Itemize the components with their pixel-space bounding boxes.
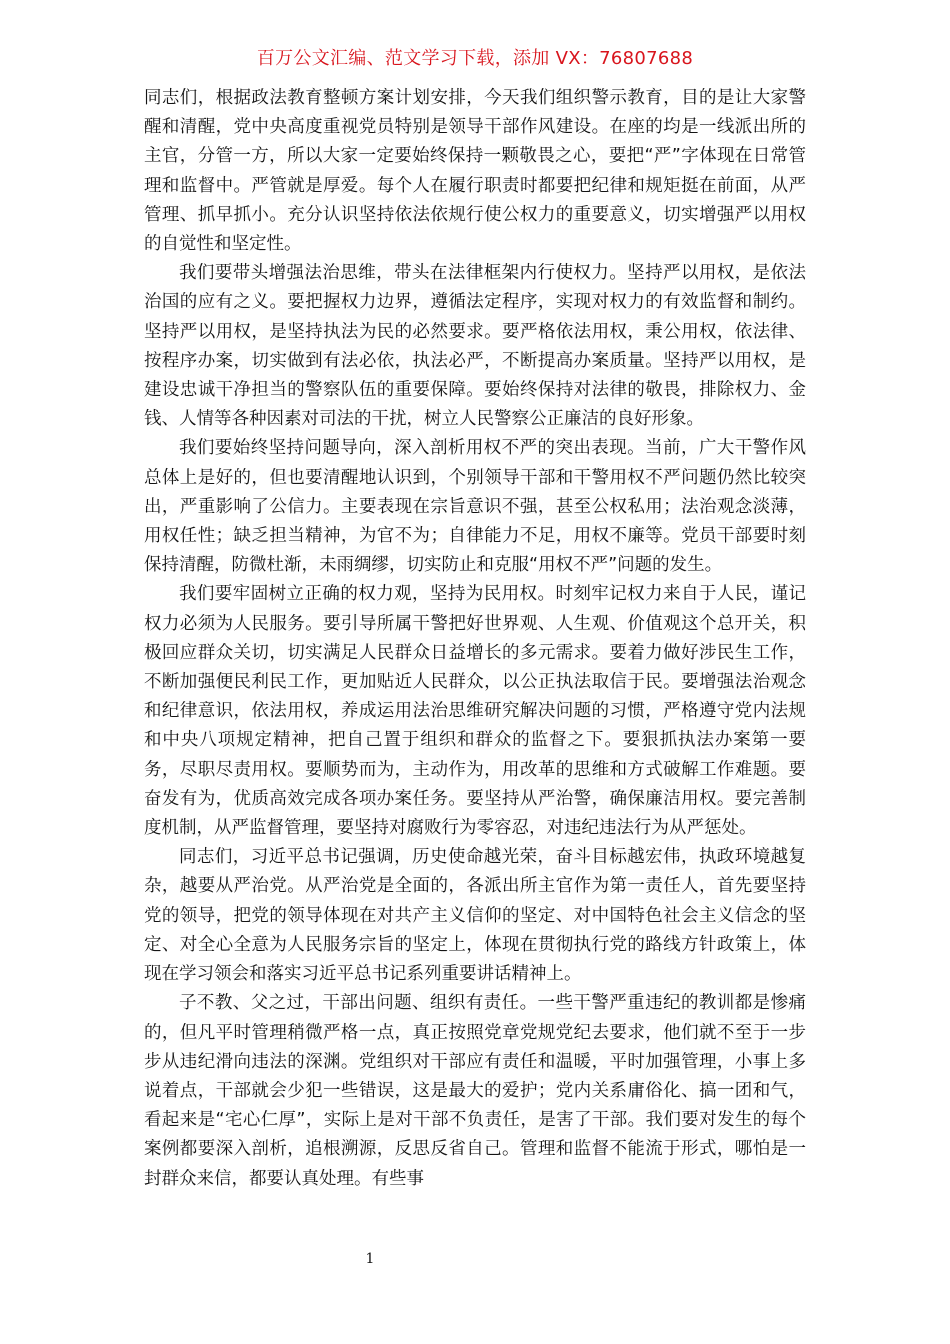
paragraph-1: 同志们，根据政法教育整顿方案计划安排，今天我们组织警示教育，目的是让大家警醒和清醒，党中央高度重视党员特别是领导干部作风建设。在座的均是一线派出所的主官，分管一方，所以大家一定要始终保持一颗敬畏之心，要把“严”字体现在日常管理和监督中。严管就是厚爱。每个人在履行职责时都要把纪律和规矩挺在前面，从严管理、抓早抓小。充分认识坚持依法依规行使公权力的重要意义，切实增强严以用权的自觉性和坚定性。	[144, 88, 806, 255]
paragraph-5: 同志们，习近平总书记强调，历史使命越光荣，奋斗目标越宏伟，执政环境越复杂，越要从严治党。从严治党是全面的，各派出所主官作为第一责任人，首先要坚持党的领导，把党的领导体现在对共产主义信仰的坚定、对中国特色社会主义信念的坚定、对全心全意为人民服务宗旨的坚定上，体现在贯彻执行党的路线方针政策上，体现在学习领会和落实习近平总书记系列重要讲话精神上。	[144, 847, 806, 985]
document-body	[144, 84, 806, 1194]
page-number: 1	[365, 1251, 375, 1267]
paragraph-6: 子不教、父之过，干部出问题、组织有责任。一些干警严重违纪的教训都是惨痛的，但凡平时管理稍微严格一点，真正按照党章党规党纪去要求，他们就不至于一步步从违纪滑向违法的深渊。党组织对干部应有责任和温暖，平时加强管理，小事上多说着点，干部就会少犯一些错误，这是最大的爱护；党内关系庸俗化、搞一团和气，看起来是“宅心仁厚”，实际上是对干部不负责任，是害了干部。我们要对发生的每个案例都要深入剖析，追根溯源，反思反省自己。管理和监督不能流于形式，哪怕是一封群众来信，都要认真处理。有些事	[144, 993, 806, 1189]
paragraph-3: 我们要始终坚持问题导向，深入剖析用权不严的突出表现。当前，广大干警作风总体上是好的，但也要清醒地认识到，个别领导干部和干警用权不严问题仍然比较突出，严重影响了公信力。主要表现在宗旨意识不强，甚至公权私用；法治观念淡薄，用权任性；缺乏担当精神，为官不为；自律能力不足，用权不廉等。党员干部要时刻保持清醒，防微杜渐，未雨绸缪，切实防止和克服“用权不严”问题的发生。	[144, 438, 806, 576]
header-banner: 百万公文汇编、范文学习下载，添加 VX：76807688	[256, 48, 694, 69]
paragraph-4: 我们要牢固树立正确的权力观，坚持为民用权。时刻牢记权力来自于人民，谨记权力必须为人民服务。要引导所属干警把好世界观、人生观、价值观这个总开关，积极回应群众关切，切实满足人民群众日益增长的多元需求。要着力做好涉民生工作，不断加强便民利民工作，更加贴近人民群众，以公正执法取信于民。要增强法治观念和纪律意识，依法用权，养成运用法治思维研究解决问题的习惯，严格遵守党内法规和中央八项规定精神，把自己置于组织和群众的监督之下。要狠抓执法办案第一要务，尽职尽责用权。要顺势而为，主动作为，用改革的思维和方式破解工作难题。要奋发有为，优质高效完成各项办案任务。要坚持从严治警，确保廉洁用权。要完善制度机制，从严监督管理，要坚持对腐败行为零容忍，对违纪违法行为从严惩处。	[144, 584, 806, 839]
paragraph-2: 我们要带头增强法治思维，带头在法律框架内行使权力。坚持严以用权，是依法治国的应有之义。要把握权力边界，遵循法定程序，实现对权力的有效监督和制约。坚持严以用权，是坚持执法为民的必然要求。要严格依法用权，秉公用权，依法律、按程序办案，切实做到有法必依，执法必严，不断提高办案质量。坚持严以用权，是建设忠诚干净担当的警察队伍的重要保障。要始终保持对法律的敬畏，排除权力、金钱、人情等各种因素对司法的干扰，树立人民警察公正廉洁的良好形象。	[144, 263, 806, 430]
